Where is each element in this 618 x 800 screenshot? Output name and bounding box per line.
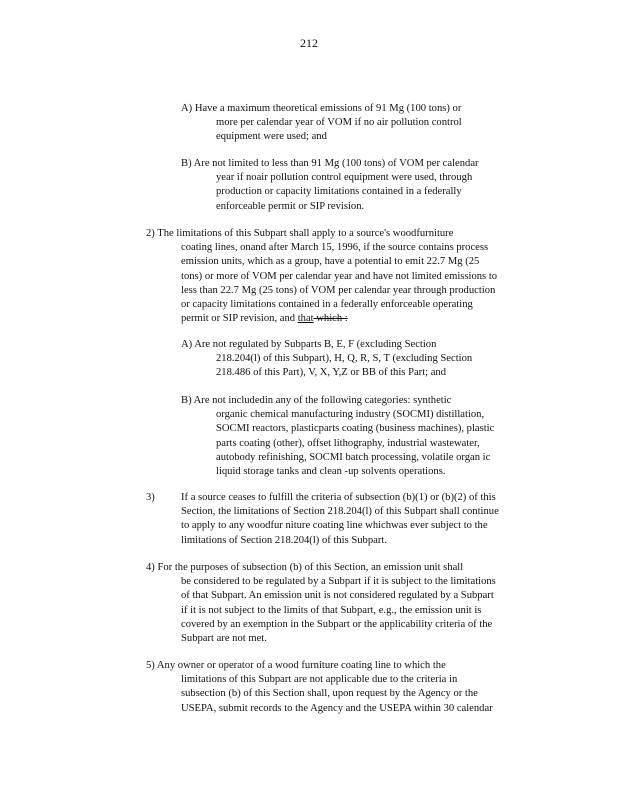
text-line: limitations of this Subpart are not applicable due to the criteria in [181,674,458,686]
text-line: production or capacity limitations contained in a federally [216,186,462,198]
paragraph-number: 3) [146,492,155,503]
text-line: liquid storage tanks and clean -up solvents operations. [216,466,446,478]
text-line: A) Are not regulated by Subparts B, E, F (excluding Section [181,339,437,350]
text-line: 218.204(l) of this Subpart), H, Q, R, S, T (excluding Section [216,353,473,365]
text-line: enforceable permit or SIP revision. [216,200,365,212]
text-segment: permit or SIP revision, and [181,313,298,325]
text-line: equipment were used; and [216,131,327,143]
text-line: If a source ceases to fulfill the criteria of subsection (b)(1) or (b)(2) of this [181,492,496,503]
text-line [146,312,546,326]
text-line: parts coating (other), offset lithography, industrial wastewater, [216,437,480,449]
text-line: limitations of Section 218.204(l) of this Subpart. [181,534,387,546]
paragraph-3-ceases-criteria [146,491,546,548]
paragraph-a-not-regulated [181,338,521,381]
page-number: 212 [300,36,318,50]
text-line: 2) The limitations of this Subpart shall apply to a source's woodfurniture [146,228,454,239]
text-line: organic chemical manufacturing industry (SOCMI) distillation, [216,409,485,421]
text-line: to apply to any woodfur niture coating line whichwas ever subject to the [181,520,488,532]
text-line: emission units, which as a group, have a potential to emit 22.7 Mg (25 [181,256,480,268]
paragraph-2-limitations [146,227,546,326]
text-line: SOCMI reactors, plasticparts coating (business machines), plastic [216,423,495,435]
inserted-text: that [297,313,314,325]
text-line: coating lines, onand after March 15, 1996, if the source contains process [181,242,489,254]
paragraph-b-not-limited [181,157,521,214]
paragraph-4-purposes [146,561,546,646]
text-line: USEPA, submit records to the Agency and the USEPA within 30 calendar [181,702,493,714]
paragraph-a-max-emissions [181,102,521,145]
text-line: of that Subpart. An emission unit is not considered regulated by a Subpart [181,590,494,602]
text-line: B) Are not includedin any of the following categories: synthetic [181,395,452,406]
text-line: covered by an exemption in the Subpart or the applicability criteria of the [181,618,493,630]
text-line: less than 22.7 Mg (25 tons) of VOM per calendar year through production [181,284,496,296]
text-line: 218.486 of this Part), V, X, Y,Z or BB of this Part; and [216,367,447,379]
text-line: A) Have a maximum theoretical emissions of 91 Mg (100 tons) or [181,103,462,114]
text-line: B) Are not limited to less than 91 Mg (100 tons) of VOM per calendar [181,158,479,169]
paragraph-b-not-included [181,394,536,479]
text-line: 5) Any owner or operator of a wood furniture coating line to which the [146,660,446,671]
paragraph-5-records [146,659,546,716]
text-line: be considered to be regulated by a Subpart if it is subject to the limitations [181,576,496,588]
text-line: subsection (b) of this Section shall, upon request by the Agency or the [181,688,478,700]
text-line: or capacity limitations contained in a federally enforceable operating [181,299,473,311]
text-line: year if noair pollution control equipment were used, through [216,172,473,184]
text-line: Subpart are not met. [181,633,267,645]
text-line: autobody refinishing, SOCMI batch processing, volatile organ ic [216,451,491,463]
text-line: tons) or more of VOM per calendar year and have not limited emissions to [181,270,498,282]
text-line: more per calendar year of VOM if no air pollution control [216,117,462,129]
text-line: 4) For the purposes of subsection (b) of this Section, an emission unit shall [146,562,464,573]
deleted-text: which : [313,313,348,325]
text-line: Section, the limitations of Section 218.204(l) of this Subpart shall continue [181,506,499,518]
text-line: if it is not subject to the limits of that Subpart, e.g., the emission unit is [181,604,482,616]
